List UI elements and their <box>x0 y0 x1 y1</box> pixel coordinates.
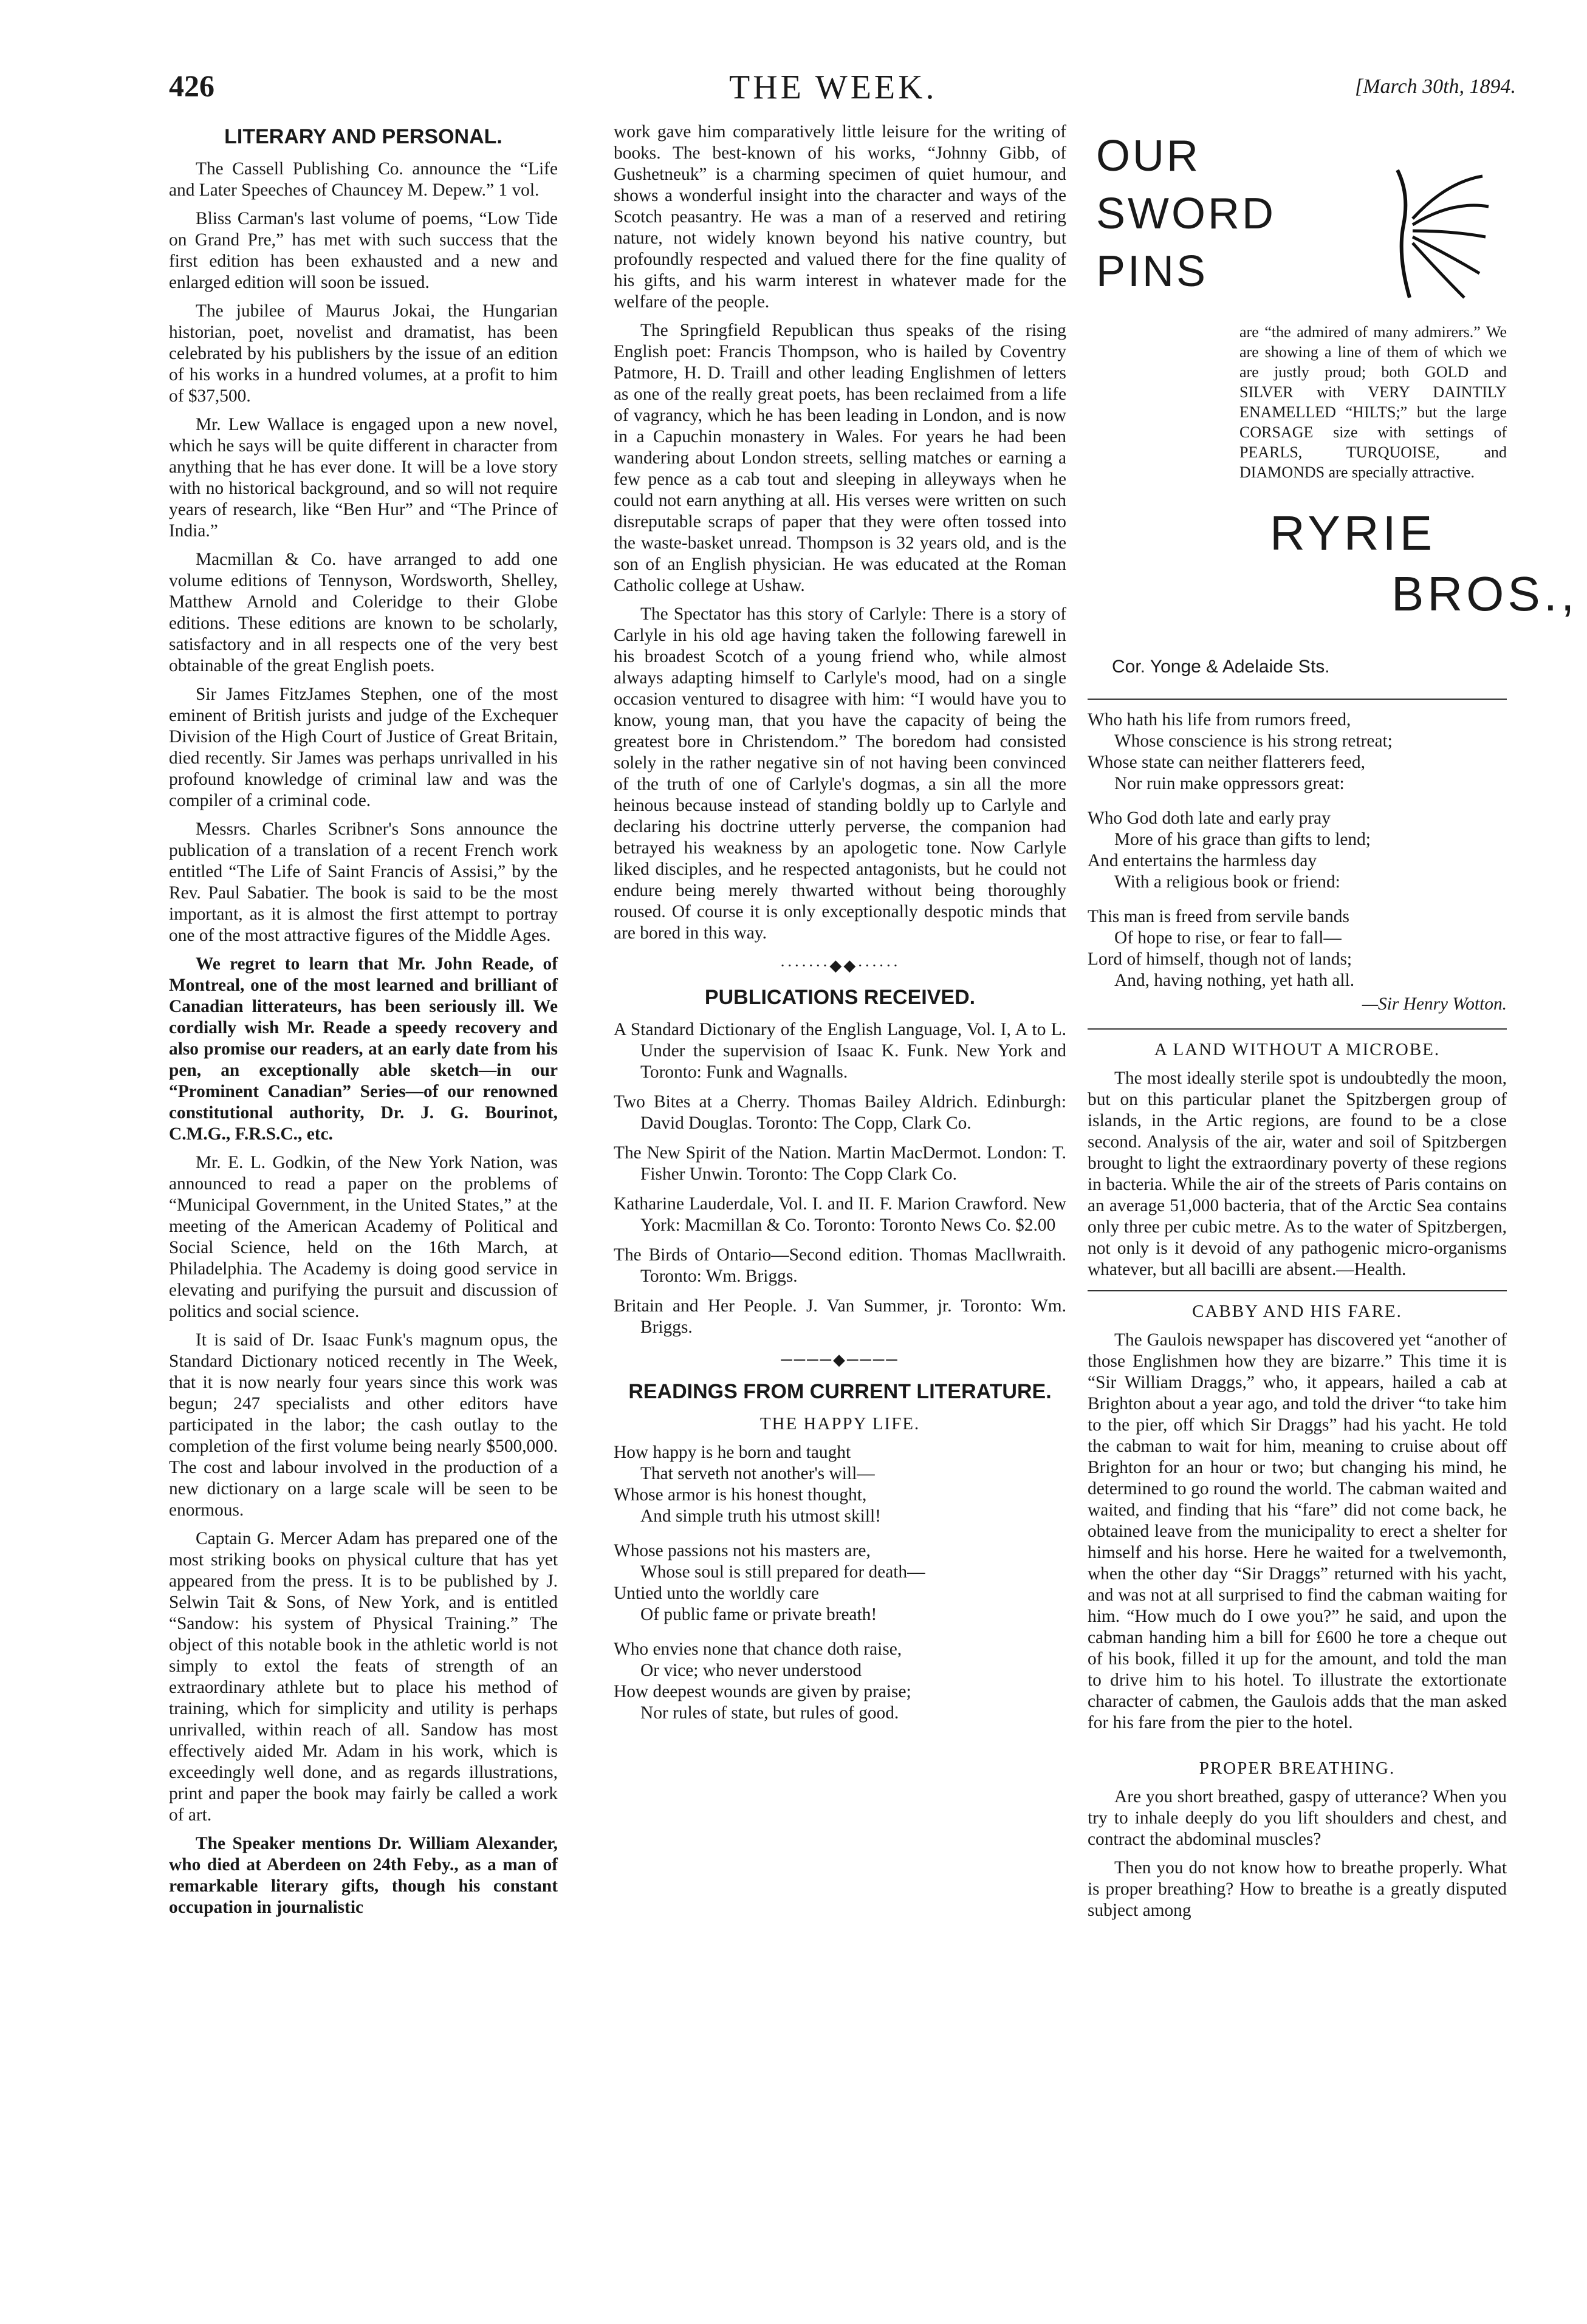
paragraph: The Gaulois newspaper has discovered yet “another of those Englishmen how they are bizarre.” This time it is “Sir William Draggs,” who, it appears, hailed a cab at Brighton about a year ago, and told the driver “to take him to the pier, off which Sir Draggs” had his yacht. He told the cabman to wait for him, meaning to cruise about off Brighton for an hour or two; but changing his mind, he determined to go round the world. The cabman waited and waited, and finding that his “fare” did not come back, he obtained leave from the municipality to erect a shelter for himself and his horse. Here he waited for a twelvemonth, when the other day “Sir Draggs” returned with his yacht, and was not at all surprised to find the cabman waiting for him. “How much do I owe you?” he said, and upon the cabman handing him a bill for £600 he tore a cheque out of his book, filled it up for the amount, and told the man to drive him to his hotel. To illustrate the extortionate character of cabmen, the Gaulois adds that the man asked for his fare from the pier to the hotel. <box>1088 1330 1507 1732</box>
poem-line: Nor rules of state, but rules of good. <box>640 1703 899 1723</box>
publication-title: THE WEEK. <box>729 69 937 106</box>
poem-line: That serveth not another's will— <box>640 1464 875 1483</box>
paragraph: The Springfield Republican thus speaks of the rising English poet: Francis Thompson, who is hailed by Coventry Patmore, H. D. Traill and other leading Englishmen of letters as one of the really great poets, has been reclaimed from a life of vagrancy, which he has been leading in London, and is now in a Capuchin monastery in Wales. For years he had been wandering about London streets, selling matches or earning a few pence as a cab tout and sleeping in alleyways when he could not earn anything at all. His verses were written on such disreputable scraps of paper that they were often tossed into the waste-basket unread. Thompson is 32 years old, and is the son of an English physician. He was educated at the Roman Catholic college at Ushaw. <box>614 321 1066 595</box>
publication-entry: Two Bites at a Cherry. Thomas Bailey Aldrich. Edinburgh: David Douglas. Toronto: The Copp, Clark Co. <box>614 1092 1066 1133</box>
ad-address: Cor. Yonge & Adelaide Sts. <box>1112 657 1330 677</box>
column-right <box>1088 121 1578 1929</box>
publication-entry: A Standard Dictionary of the English Language, Vol. I, A to L. Under the supervision of Isaac K. Funk. New York and Toronto: Funk and Wagnalls. <box>614 1020 1066 1082</box>
poem-line: Whose state can neither flatterers feed, <box>1088 753 1365 772</box>
paragraph: The Speaker mentions Dr. William Alexander, who died at Aberdeen on 24th Feby., as a man of remarkable literary gifts, though his constant occupation in journalistic <box>169 1834 558 1917</box>
advertisement-sword-pins <box>1088 121 1578 677</box>
paragraph: Mr. Lew Wallace is engaged upon a new novel, which he says will be quite different in character from anything that he has ever done. It will be a love story with no historical background, and so will not require years of research, like “Ben Hur” and “The Prince of India.” <box>169 415 558 541</box>
poem-stanza <box>614 1639 1066 1724</box>
poem-line: Whose armor is his honest thought, <box>614 1485 867 1505</box>
paragraph: It is said of Dr. Isaac Funk's magnum opus, the Standard Dictionary noticed recently in The Week, that it is now nearly four years since this work was begun; 247 specialists and other editors have participated in the labor; the cash outlay to the completion of the first volume being nearly $500,000. The cost and labour involved in the production of a new dictionary on a large scale will be seen to be enormous. <box>169 1330 558 1520</box>
poem-stanza <box>614 1442 1066 1527</box>
section-heading-literary: LITERARY AND PERSONAL. <box>224 125 502 148</box>
article-heading: CABBY AND HIS FARE. <box>1192 1302 1402 1321</box>
paragraph: work gave him comparatively little leisure for the writing of books. The best-known of his works, “Johnny Gibb, of Gushetneuk” is a charming specimen of quiet humour, and shows a wonderful insight into the character and ways of the Scotch peasantry. He was a man of a reserved and retiring nature, not widely known beyond his native country, but profoundly respected and valued there for the fine quality of his gifts, and his warm interest in whatever made for the welfare of the people. <box>614 122 1066 312</box>
poem-line: With a religious book or friend: <box>1114 872 1340 892</box>
poem-attribution: —Sir Henry Wotton. <box>1362 994 1507 1014</box>
paragraph: Are you short breathed, gaspy of utterance? When you try to inhale deeply do you lift shoulders and chest, and contract the abdominal muscles? <box>1088 1787 1507 1849</box>
ad-title-line: PINS <box>1096 247 1208 296</box>
poem-line: Or vice; who never understood <box>640 1661 862 1680</box>
paragraph: The Spectator has this story of Carlyle: There is a story of Carlyle in his old age having taken the following farewell in his broadest Scotch of a young friend who, while almost always adapting himself to Carlyle's mood, had on a single occasion ventured to disagree with him: “I would have you to know, young man, that you have the capacity of being the greatest bore in Christendom.” The boredom had consisted solely in the rather negative sin of not having been convinced of the truth of one of Carlyle's dogmas, a sin all the more heinous because instead of standing boldly up to Carlyle and declaring his doctrine utterly perverse, the companion had betrayed his weakness by an apologetic tone. Now Carlyle liked disciples, and he respected antagonists, but he could not endure being merely thwarted without being thoroughly roused. Of course it is only exceptionally despotic minds that are bored in this way. <box>614 604 1066 943</box>
poem-title: THE HAPPY LIFE. <box>759 1414 920 1434</box>
poem-line: Of public fame or private breath! <box>640 1605 877 1624</box>
divider <box>1088 1290 1507 1291</box>
separator-ornament: ·······◆◆······ <box>780 957 900 974</box>
issue-date: [March 30th, 1894. <box>1355 75 1517 98</box>
poem-stanza <box>1088 709 1507 795</box>
divider <box>1088 699 1507 700</box>
poem-stanza <box>1088 808 1507 893</box>
sword-pin-ornament-icon <box>1379 158 1501 310</box>
paragraph: Bliss Carman's last volume of poems, “Low Tide on Grand Pre,” has met with such success that the first edition has been exhausted and a new and enlarged edition will soon be issued. <box>169 209 558 292</box>
poem-line: Of hope to rise, or fear to fall— <box>1114 928 1342 948</box>
paragraph: We regret to learn that Mr. John Reade, of Montreal, one of the most learned and brilliant of Canadian litterateurs, has been seriously ill. We cordially wish Mr. Reade a speedy recovery and also promise our readers, at an early date from his pen, an exceptionally able sketch—in our “Prominent Canadian” Series—of our renowned constitutional authority, Dr. J. G. Bourinot, C.M.G., F.R.S.C., etc. <box>169 954 558 1144</box>
paragraph: The most ideally sterile spot is undoubtedly the moon, but on this particular planet the Spitzbergen group of islands, in the Artic regions, are found to be a close second. Analysis of the air, water and soil of Spitzbergen brought to light the extraordinary poverty of these regions in bacteria. While the air of the streets of Paris contains on an average 51,000 bacteria, that of the Arctic Sea contains only three per cubic metre. As to the water of Spitzbergen, not only is it devoid of any pathogenic micro-organisms whatever, but all bacilli are absent.—Health. <box>1088 1068 1507 1279</box>
paragraph: The Cassell Publishing Co. announce the “Life and Later Speeches of Chauncey M. Depew.” 1 vol. <box>169 159 558 200</box>
section-heading-publications: PUBLICATIONS RECEIVED. <box>704 986 976 1009</box>
paragraph: Captain G. Mercer Adam has prepared one of the most striking books on physical culture that has yet appeared from the press. It is to be published by J. Selwin Tait & Sons, of New York, and is entitled “Sandow: his system of Physical Training.” The object of this notable book in the athletic world is not simply to extol the feats of strength of an extraordinary athlete but to place his method of training, which for simplicity and utility is perhaps unrivalled, within reach of all. Sandow has most effectively aided Mr. Adam in his work, which is exceedingly well done, and as regards illustrations, print and paper the book may fairly be called a work of art. <box>169 1529 558 1825</box>
publication-entry: Britain and Her People. J. Van Summer, jr. Toronto: Wm. Briggs. <box>614 1296 1066 1337</box>
column-middle <box>614 121 1066 1737</box>
section-heading-readings: READINGS FROM CURRENT LITERATURE. <box>628 1380 1052 1403</box>
ad-title-line: SWORD <box>1096 190 1276 238</box>
brand-name: RYRIE <box>1270 506 1436 560</box>
poem-line: More of his grace than gifts to lend; <box>1114 830 1371 849</box>
paragraph: Then you do not know how to breathe properly. What is proper breathing? How to breathe is a greatly disputed subject among <box>1088 1858 1507 1920</box>
article-heading: PROPER BREATHING. <box>1199 1758 1396 1778</box>
poem-line: Who hath his life from rumors freed, <box>1088 710 1351 730</box>
paragraph: Sir James FitzJames Stephen, one of the most eminent of British jurists and judge of the Exchequer Division of the High Court of Justice of Great Britain, died recently. Sir James was perhaps unrivalled in his profound knowledge of criminal law and was the compiler of a criminal code. <box>169 685 558 810</box>
brand-name: BROS., <box>1391 567 1578 621</box>
poem-line: Whose soul is still prepared for death— <box>640 1562 925 1582</box>
paragraph: Macmillan & Co. have arranged to add one volume editions of Tennyson, Wordsworth, Shelley, Matthew Arnold and Coleridge to their Globe editions. These editions are known to be scholarly, satisfactory and in all respects one of the very best obtainable of the great English poets. <box>169 550 558 675</box>
poem-line: This man is freed from servile bands <box>1088 907 1349 926</box>
publication-entry: Katharine Lauderdale, Vol. I. and II. F. Marion Crawford. New York: Macmillan & Co. Toronto: Toronto News Co. $2.00 <box>614 1194 1066 1235</box>
paragraph: Mr. E. L. Godkin, of the New York Nation, was announced to read a paper on the problems of “Municipal Government, in the United States,” at the meeting of the American Academy of Political and Social Science, held on the 16th March, at Philadelphia. The Academy is doing good service in elevating and purifying the pursuit and discussion of politics and social science. <box>169 1153 558 1321</box>
poem-stanza <box>1088 906 1507 991</box>
poem-line: And, having nothing, yet hath all. <box>1114 971 1355 990</box>
poem-line: Nor ruin make oppressors great: <box>1114 774 1345 793</box>
publication-entry: The Birds of Ontario—Second edition. Thomas Macllwraith. Toronto: Wm. Briggs. <box>614 1245 1066 1286</box>
ad-title-line: OUR <box>1096 132 1201 180</box>
page-number: 426 <box>169 69 214 103</box>
poem-line: And entertains the harmless day <box>1088 851 1317 870</box>
poem-line: Whose conscience is his strong retreat; <box>1114 731 1393 751</box>
poem-line: How deepest wounds are given by praise; <box>614 1682 911 1701</box>
page-header <box>0 68 1587 111</box>
divider <box>1088 1028 1507 1030</box>
poem-line: How happy is he born and taught <box>614 1443 851 1462</box>
paragraph: The jubilee of Maurus Jokai, the Hungarian historian, poet, novelist and dramatist, has been celebrated by his publishers by the issue of an edition of his works in a hundred volumes, at a profit to him of $37,500. <box>169 301 558 406</box>
poem-stanza <box>614 1540 1066 1625</box>
column-literary-personal <box>169 121 558 1926</box>
ad-body: are “the admired of many admirers.” We are showing a line of them of which we are justly proud; both GOLD and SILVER with VERY DAINTILY ENAMELLED “HILTS;” but the large CORSAGE size with settings of PEARLS, TURQUOISE, and DIAMONDS are specially attractive. <box>1239 323 1507 481</box>
poem-line: And simple truth his utmost skill! <box>640 1506 881 1526</box>
poem-line: Who God doth late and early pray <box>1088 808 1331 828</box>
ad-title <box>1096 128 1276 301</box>
poem-line: Lord of himself, though not of lands; <box>1088 949 1352 969</box>
publication-entry: The New Spirit of the Nation. Martin MacDermot. London: T. Fisher Unwin. Toronto: The Copp Clark Co. <box>614 1143 1066 1184</box>
paragraph: Messrs. Charles Scribner's Sons announce the publication of a translation of a recent French work entitled “The Life of Saint Francis of Assisi,” by the Rev. Paul Sabatier. The book is said to be the most important, as it is almost the first attempt to portray one of the most attractive figures of the Middle Ages. <box>169 819 558 945</box>
poem-line: Untied unto the worldly care <box>614 1584 819 1603</box>
article-heading: A LAND WITHOUT A MICROBE. <box>1154 1040 1441 1059</box>
poem-line: Whose passions not his masters are, <box>614 1541 871 1560</box>
poem-line: Who envies none that chance doth raise, <box>614 1639 902 1659</box>
separator-ornament: ────◆──── <box>781 1351 899 1369</box>
